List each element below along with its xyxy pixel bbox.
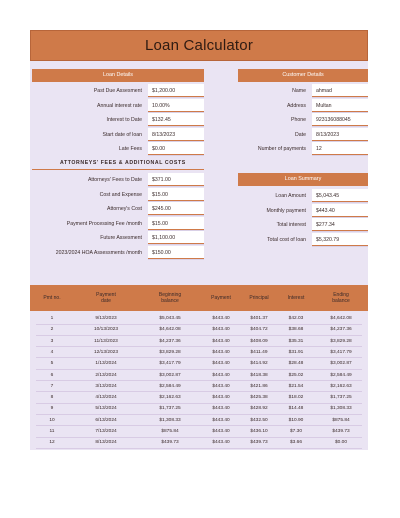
cell-interest: $31.91 xyxy=(288,349,304,355)
customer-detail-label: Name xyxy=(292,88,306,94)
cell-beginning-balance: $5,043.45 xyxy=(159,316,181,321)
cell-principal: $408.09 xyxy=(250,338,268,344)
fee-underline xyxy=(148,185,204,186)
cell-ending-balance: $875.84 xyxy=(332,417,350,423)
cell-beginning-balance: $3,002.87 xyxy=(159,372,181,378)
cell-interest: $18.02 xyxy=(288,395,304,401)
cell-principal: $401.37 xyxy=(250,316,268,321)
cell-pmt-no: 3 xyxy=(50,338,54,344)
col-principal: Principal xyxy=(249,295,269,301)
cell-principal: $436.10 xyxy=(250,429,268,434)
cell-principal: $421.86 xyxy=(250,383,268,389)
cell-payment: $443.40 xyxy=(212,361,230,367)
loan-summary-value[interactable]: $277.34 xyxy=(312,218,368,232)
loan-detail-value[interactable]: $1,200.00 xyxy=(148,84,204,98)
cell-interest: $14.48 xyxy=(288,406,304,412)
customer-detail-label: Number of payments xyxy=(257,146,306,152)
table-row xyxy=(30,313,368,324)
loan-calculator-sheet xyxy=(30,30,368,450)
cell-payment-date: 7/13/2024 xyxy=(95,429,117,434)
fees-divider xyxy=(32,169,204,170)
loan-summary-header: Loan Summary xyxy=(238,173,368,186)
cell-ending-balance: $3,417.79 xyxy=(330,349,352,355)
customer-detail-value[interactable]: 8/13/2023 xyxy=(312,128,368,142)
fee-label: Attorney's Cost xyxy=(106,206,142,212)
customer-detail-value[interactable]: 12 xyxy=(312,142,368,156)
customer-detail-row xyxy=(30,142,368,156)
cell-pmt-no: 9 xyxy=(50,406,54,412)
cell-pmt-no: 10 xyxy=(49,417,55,423)
loan-summary-label: Total interest xyxy=(276,222,306,228)
col-ending-balance: Ending balance xyxy=(332,292,350,304)
customer-detail-row xyxy=(30,128,368,142)
cell-interest: $10.90 xyxy=(288,417,304,423)
cell-payment-date: 11/13/2023 xyxy=(94,338,118,344)
cell-payment-date: 4/13/2024 xyxy=(95,395,117,401)
loan-details-header: Loan Details xyxy=(32,69,204,82)
cell-payment: $443.40 xyxy=(212,316,230,321)
cell-payment-date: 9/13/2023 xyxy=(95,316,117,321)
cell-ending-balance: $3,002.87 xyxy=(330,361,352,367)
cell-principal: $439.73 xyxy=(250,440,268,446)
cell-payment: $443.40 xyxy=(212,383,230,389)
fee-label: Attorneys' Fees to Date xyxy=(87,177,142,183)
cell-interest: $25.02 xyxy=(288,372,304,378)
loan-summary-underline xyxy=(312,245,368,246)
customer-detail-value[interactable]: Multan xyxy=(312,99,368,113)
fee-value[interactable]: $150.00 xyxy=(148,246,204,260)
cell-payment: $443.40 xyxy=(212,372,230,378)
customer-details-header: Customer Details xyxy=(238,69,368,82)
cell-payment: $443.40 xyxy=(212,395,230,401)
cell-ending-balance: $1,737.25 xyxy=(330,395,352,401)
fee-value[interactable]: $15.00 xyxy=(148,188,204,202)
customer-detail-underline xyxy=(312,140,368,141)
cell-interest: $21.54 xyxy=(288,383,304,389)
cell-ending-balance: $4,642.08 xyxy=(330,316,352,321)
table-row xyxy=(30,437,368,448)
cell-payment: $443.40 xyxy=(212,338,230,344)
cell-payment: $443.40 xyxy=(212,429,230,434)
cell-ending-balance: $2,162.63 xyxy=(330,383,352,389)
fee-label: Payment Processing Fee /month xyxy=(66,220,142,227)
cell-pmt-no: 2 xyxy=(50,327,54,333)
fee-label: Future Assesment xyxy=(100,235,142,241)
table-row xyxy=(30,324,368,335)
cell-payment-date: 1/13/2024 xyxy=(95,361,117,367)
customer-detail-value[interactable]: ahmad xyxy=(312,84,368,98)
cell-principal: $411.49 xyxy=(250,349,268,355)
customer-detail-row xyxy=(30,99,368,113)
cell-ending-balance: $0.00 xyxy=(334,440,347,446)
cell-beginning-balance: $3,417.79 xyxy=(159,361,181,367)
cell-pmt-no: 11 xyxy=(49,429,55,434)
loan-detail-label: Late Fees xyxy=(118,146,142,152)
col-pmt-no: Pmt no. xyxy=(43,295,61,301)
cell-interest: $28.48 xyxy=(288,361,304,367)
col-payment-date: Payment date xyxy=(96,292,116,304)
loan-detail-value[interactable]: $132.45 xyxy=(148,113,204,127)
cell-payment-date: 2/13/2024 xyxy=(95,372,117,378)
schedule-header xyxy=(30,285,368,311)
cell-pmt-no: 12 xyxy=(49,440,55,446)
cell-beginning-balance: $2,162.63 xyxy=(159,395,181,401)
fee-value[interactable]: $15.00 xyxy=(148,217,204,231)
fee-underline xyxy=(148,258,204,259)
customer-detail-label: Address xyxy=(286,102,306,109)
loan-summary-label: Loan Amount xyxy=(275,193,306,199)
cell-beginning-balance: $1,737.25 xyxy=(159,406,181,412)
cell-principal: $432.50 xyxy=(250,417,268,423)
fees-section-title: ATTORNEYS' FEES & ADDITIONAL COSTS xyxy=(60,160,186,166)
table-row xyxy=(30,347,368,358)
table-row xyxy=(30,415,368,426)
loan-summary-row xyxy=(30,204,368,218)
loan-detail-label: Interest to Date xyxy=(106,117,142,123)
loan-summary-value[interactable]: $5,043.45 xyxy=(312,189,368,203)
table-row xyxy=(30,336,368,347)
loan-summary-value[interactable]: $5,320.79 xyxy=(312,233,368,247)
cell-beginning-balance: $875.84 xyxy=(161,429,179,434)
loan-summary-row xyxy=(30,218,368,232)
customer-detail-value[interactable]: 923136088045 xyxy=(312,113,368,127)
loan-summary-value[interactable]: $443.40 xyxy=(312,204,368,218)
table-row xyxy=(30,358,368,369)
cell-principal: $418.38 xyxy=(250,372,268,378)
customer-detail-underline xyxy=(312,125,368,126)
cell-pmt-no: 7 xyxy=(50,383,54,389)
cell-interest: $7.30 xyxy=(289,429,302,434)
cell-payment-date: 3/13/2024 xyxy=(95,383,117,389)
col-beginning-balance: Beginning balance xyxy=(158,292,182,304)
cell-beginning-balance: $2,584.49 xyxy=(159,383,181,389)
cell-ending-balance: $2,584.49 xyxy=(330,372,352,378)
customer-detail-label: Date xyxy=(295,131,306,138)
cell-pmt-no: 4 xyxy=(50,349,54,355)
cell-payment: $443.40 xyxy=(212,406,230,412)
loan-detail-label: Annual interest rate xyxy=(97,102,142,109)
cell-interest: $38.68 xyxy=(288,327,304,333)
table-row xyxy=(30,381,368,392)
customer-detail-underline xyxy=(312,111,368,112)
cell-beginning-balance: $1,308.33 xyxy=(159,417,181,423)
cell-beginning-balance: $4,642.08 xyxy=(159,327,181,333)
cell-beginning-balance: $439.73 xyxy=(161,440,179,446)
col-interest: Interest xyxy=(287,295,305,301)
loan-summary-row xyxy=(30,233,368,247)
loan-summary-underline xyxy=(312,230,368,231)
table-row xyxy=(30,370,368,381)
cell-payment-date: 10/13/2023 xyxy=(93,327,118,333)
cell-pmt-no: 5 xyxy=(50,361,54,367)
customer-detail-underline xyxy=(312,96,368,97)
cell-principal: $404.72 xyxy=(250,327,268,333)
title-banner xyxy=(30,30,368,61)
fee-value[interactable]: $371.00 xyxy=(148,173,204,187)
loan-summary-underline xyxy=(312,216,368,217)
cell-pmt-no: 8 xyxy=(50,395,54,401)
table-row xyxy=(30,392,368,403)
customer-detail-label: Phone xyxy=(290,117,306,123)
cell-payment-date: 8/13/2024 xyxy=(95,440,117,446)
cell-interest: $35.31 xyxy=(288,338,304,344)
page-title: Loan Calculator xyxy=(144,37,254,54)
row-separator xyxy=(36,448,362,449)
cell-interest: $42.03 xyxy=(288,316,304,321)
loan-summary-label: Monthly payment xyxy=(266,207,306,214)
fee-value[interactable]: $245.00 xyxy=(148,202,204,216)
cell-payment: $443.40 xyxy=(212,417,230,423)
customer-detail-row xyxy=(30,84,368,98)
cell-interest: $3.66 xyxy=(289,440,302,446)
cell-payment: $443.40 xyxy=(212,440,230,446)
cell-principal: $414.92 xyxy=(250,361,268,367)
customer-detail-row xyxy=(30,113,368,127)
loan-summary-label: Total cost of loan xyxy=(267,236,306,243)
loan-summary-row xyxy=(30,189,368,203)
fee-label: 2023/2024 HOA Assessments /month xyxy=(55,249,142,256)
cell-beginning-balance: $3,829.28 xyxy=(159,349,181,355)
col-payment: Payment xyxy=(211,295,231,301)
cell-ending-balance: $4,237.36 xyxy=(330,327,352,333)
cell-pmt-no: 6 xyxy=(50,372,54,378)
loan-detail-value[interactable]: $0.00 xyxy=(148,142,204,156)
cell-principal: $425.38 xyxy=(250,395,268,401)
cell-payment-date: 5/13/2024 xyxy=(95,406,117,412)
cell-ending-balance: $439.73 xyxy=(332,429,350,434)
loan-detail-label: Start date of loan xyxy=(102,131,142,138)
cell-principal: $428.92 xyxy=(250,406,268,412)
fee-value[interactable]: $1,100.00 xyxy=(148,231,204,245)
loan-detail-value[interactable]: 8/13/2023 xyxy=(148,128,204,142)
table-row xyxy=(30,403,368,414)
cell-payment: $443.40 xyxy=(212,349,230,355)
cell-payment: $443.40 xyxy=(212,327,230,333)
loan-detail-value[interactable]: 10.00% xyxy=(148,99,204,113)
customer-detail-underline xyxy=(312,154,368,155)
cell-payment-date: 6/13/2024 xyxy=(95,417,117,423)
cell-ending-balance: $3,829.28 xyxy=(330,338,352,344)
loan-detail-label: Past Due Assesment xyxy=(93,88,142,94)
cell-beginning-balance: $4,237.36 xyxy=(159,338,181,344)
loan-summary-underline xyxy=(312,201,368,202)
cell-pmt-no: 1 xyxy=(50,316,54,321)
table-row xyxy=(30,426,368,437)
cell-ending-balance: $1,308.33 xyxy=(330,406,352,412)
fee-row xyxy=(30,246,368,260)
fee-label: Cost and Expense xyxy=(99,191,142,198)
cell-payment-date: 12/13/2023 xyxy=(93,349,118,355)
